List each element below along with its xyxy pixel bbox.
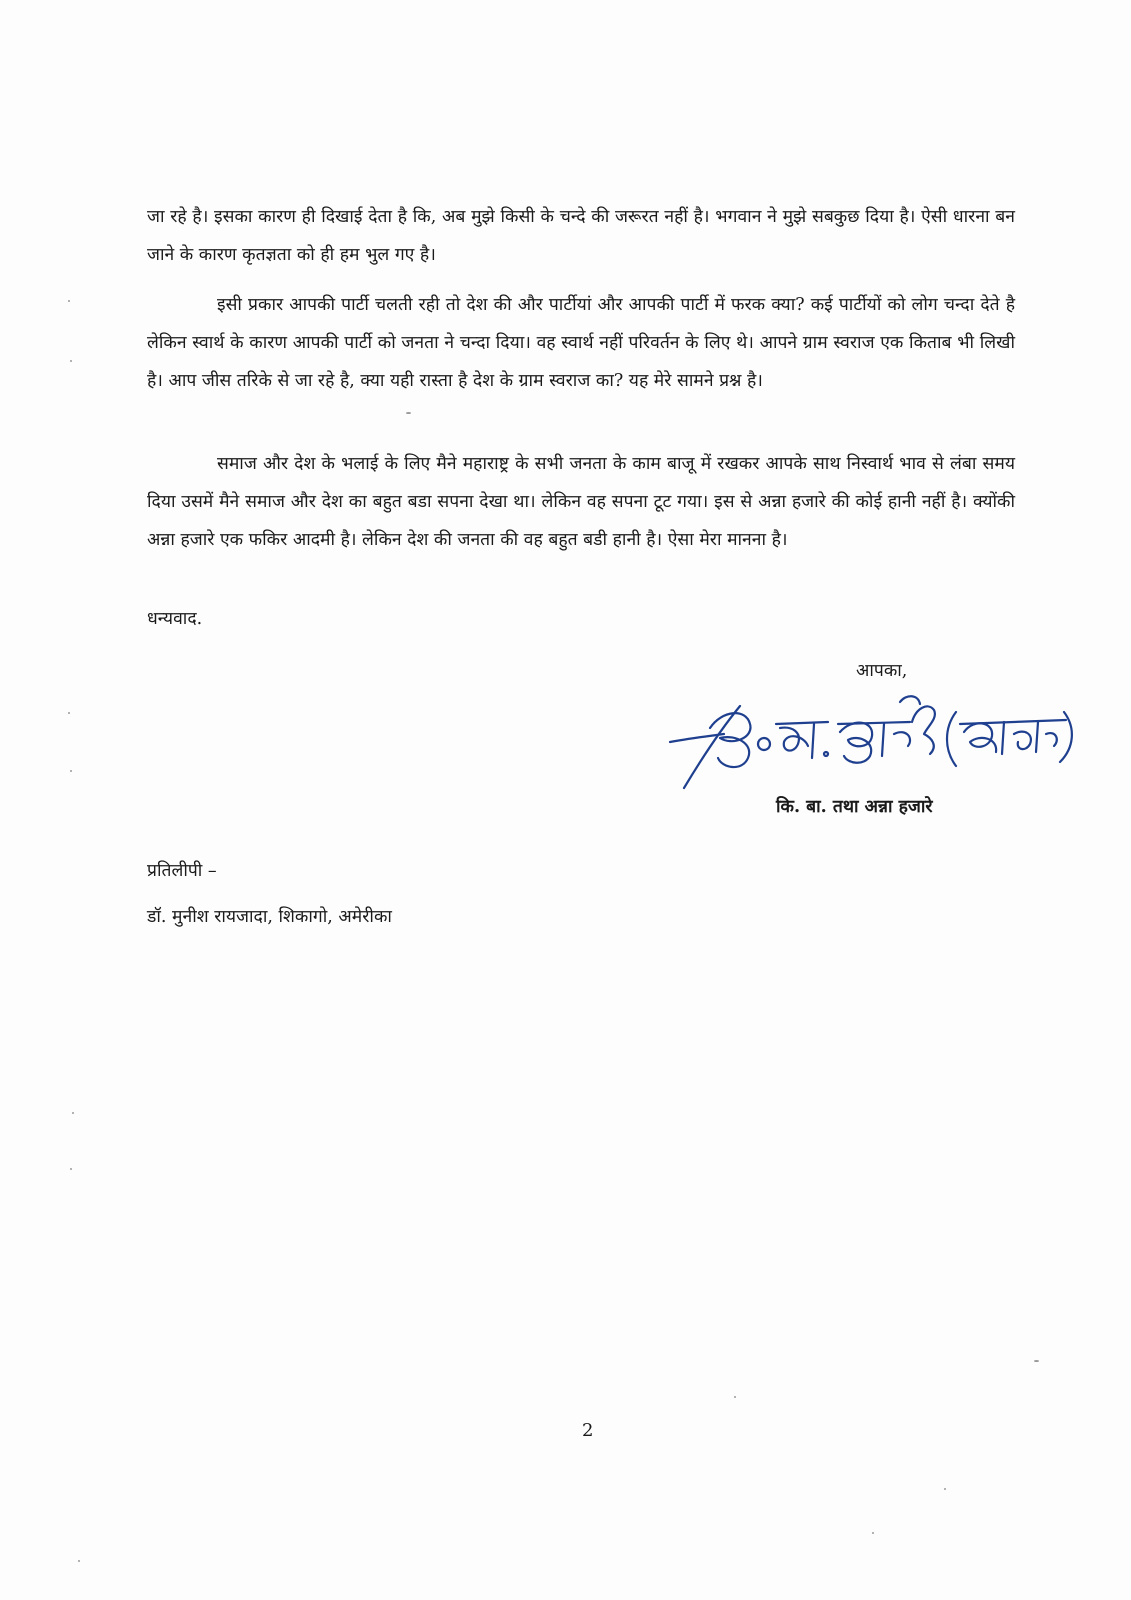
page-number: 2 <box>582 1420 594 1441</box>
scan-speck <box>70 360 72 362</box>
closing-text: आपका, <box>856 661 908 681</box>
thanks-text: धन्यवाद. <box>147 609 203 629</box>
scan-speck <box>872 1532 874 1534</box>
scan-speck <box>734 1396 736 1398</box>
paragraph-1: जा रहे है। इसका कारण ही दिखाई देता है कि, अब मुझे किसी के चन्दे की जरूरत नहीं है। भगवान ने मुझे सबकुछ दिया है। ऐसी धारना बन जाने के कारण कृतज्ञता को ही हम भुल गए है। <box>147 207 1015 265</box>
handwritten-signature <box>662 688 1082 808</box>
scan-speck <box>1034 1360 1039 1362</box>
scan-speck <box>72 1112 74 1114</box>
paragraph-2: इसी प्रकार आपकी पार्टी चलती रही तो देश की और पार्टीयां और आपकी पार्टी में फरक क्या? कई पार्टीयों को लोग चन्दा देते है लेकिन स्वार्थ के कारण आपकी पार्टी को जनता ने चन्दा दिया। वह स्वार्थ नहीं परिवर्तन के लिए थे। आपने ग्राम स्वराज एक किताब भी लिखी है। आप जीस तरिके से जा रहे है, क्या यही रास्ता है देश के ग्राम स्वराज का? यह मेरे सामने प्रश्न है। <box>147 295 1015 391</box>
scan-speck <box>68 300 70 302</box>
signatory-name: कि. बा. तथा अन्ना हजारे <box>776 797 933 817</box>
scan-speck <box>70 1168 72 1170</box>
paragraph-3: समाज और देश के भलाई के लिए मैने महाराष्ट्र के सभी जनता के काम बाजू में रखकर आपके साथ निस्वार्थ भाव से लंबा समय दिया उसमें मैने समाज और देश का बहुत बडा सपना देखा था। लेकिन वह सपना टूट गया। इस से अन्ना हजारे की कोई हानी नहीं है। क्योंकी अन्ना हजारे एक फकिर आदमी है। लेकिन देश की जनता की वह बहुत बडी हानी है। ऐसा मेरा मानना है। <box>147 454 1015 550</box>
scan-speck <box>70 770 72 772</box>
scan-speck <box>406 412 411 414</box>
scan-speck <box>78 1560 80 1562</box>
scan-speck <box>944 1488 946 1490</box>
copy-recipient: डॉ. मुनीश रायजादा, शिकागो, अमेरीका <box>147 907 392 927</box>
scan-speck <box>68 712 70 714</box>
copy-label: प्रतिलीपी – <box>147 861 217 881</box>
